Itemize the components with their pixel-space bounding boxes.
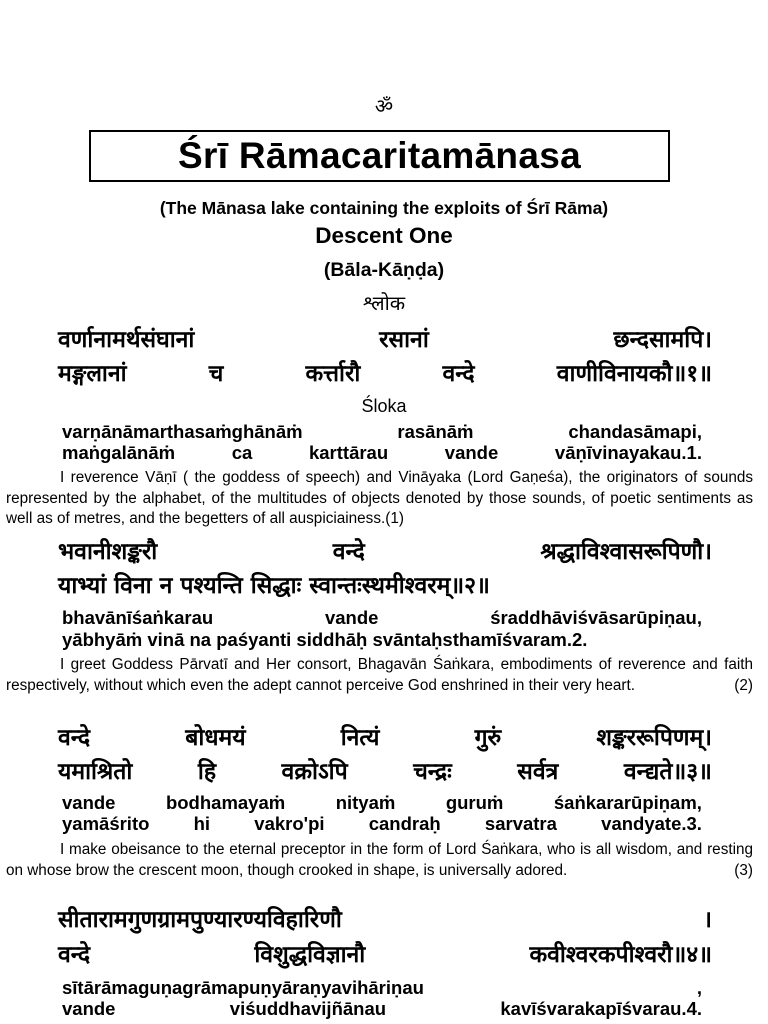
word: maṅgalānāṁ [62, 442, 176, 463]
word: । [703, 907, 712, 933]
verse3-devanagari-line1 [58, 720, 712, 756]
word: yamāśrito [62, 813, 150, 834]
word: रसानां [379, 327, 429, 353]
verse4-devanagari-line1 [58, 902, 712, 938]
sloka-heading-latin: Śloka [361, 396, 407, 416]
verse2-transliteration-line1 [62, 607, 702, 629]
word: bodhamayaṁ [165, 792, 286, 813]
kanda-heading: (Bāla-Kāṇḍa) [323, 259, 445, 281]
word: छन्दसामपि। [613, 327, 712, 353]
word: कर्त्तारौ [305, 361, 361, 387]
word: याभ्यां विना न पश्यन्ति सिद्धाः स्वान्तःस्थमीश्वरम्॥२॥ [58, 573, 490, 599]
word: वन्दे [442, 361, 475, 387]
word: vande [62, 998, 116, 1019]
verse3-transliteration-line2 [62, 813, 702, 835]
word: वन्दे [332, 539, 365, 565]
translation-text: I make obeisance to the eternal preceptor in the form of Lord Śaṅkara, who is all wisdom, and resting on whose brow the crescent moon, though crooked in shape, is universally adored. [6, 841, 753, 879]
word: वर्णानामर्थसंघानां [58, 327, 195, 353]
verse2-transliteration-line2 [62, 629, 702, 651]
word: हि [197, 759, 217, 785]
verse-number: (2) [734, 676, 753, 694]
translation-text: I reverence Vāṇī ( the goddess of speech) and Vināyaka (Lord Gaṇeśa), the originators of sounds represented by the alphabet, of the multitudes of objects denoted by those sounds, of poetic sentiments as well as of metres, and the begetters of all auspiciainess. [6, 469, 753, 527]
word: sītārāmaguṇagrāmapuṇyāraṇyavihāriṇau [62, 977, 424, 998]
word: chandasāmapi, [568, 421, 702, 442]
word: vāṇīvinayakau.1. [554, 442, 702, 463]
word: vande [444, 442, 499, 463]
word: कवीश्वरकपीश्वरौ॥४॥ [529, 942, 712, 968]
word: rasānāṁ [397, 421, 474, 442]
word: मङ्गलानां [58, 361, 127, 387]
title-box [89, 130, 670, 182]
shloka-heading-devanagari: श्लोक [362, 291, 406, 315]
word: नित्यं [340, 725, 380, 751]
word: kavīśvarakapīśvarau.4. [500, 998, 702, 1019]
word: वाणीविनायकौ॥१॥ [556, 361, 712, 387]
descent-heading: Descent One [315, 223, 453, 248]
word: sarvatra [484, 813, 557, 834]
word: सर्वत्र [517, 759, 559, 785]
word: वन्दे [58, 942, 91, 968]
word: यमाश्रितो [58, 759, 133, 785]
verse4-devanagari-line2 [58, 937, 712, 973]
verse1-transliteration-line2 [62, 442, 702, 464]
word: वन्दे [58, 725, 91, 751]
word: viśuddhavijñānau [229, 998, 387, 1019]
word: guruṁ [445, 792, 504, 813]
verse2-devanagari-line2 [58, 568, 712, 604]
verse-number: (3) [734, 861, 753, 879]
word: hi [193, 813, 211, 834]
word: śraddhāviśvāsarūpiṇau, [490, 607, 702, 628]
verse2-devanagari-line1 [58, 534, 712, 570]
word: शङ्कररूपिणम्। [596, 725, 712, 751]
verse3-transliteration-line1 [62, 792, 702, 814]
word: candraḥ [368, 813, 441, 834]
verse2-translation [6, 655, 753, 696]
om-symbol: ॐ [374, 94, 394, 118]
word: बोधमयं [185, 725, 246, 751]
word: चन्द्रः [413, 759, 452, 785]
page-title: Śrī Rāmacaritamānasa [178, 135, 581, 176]
subtitle: (The Mānasa lake containing the exploits of Śrī Rāma) [159, 198, 609, 218]
word: vande [62, 792, 116, 813]
word: vandyate.3. [601, 813, 702, 834]
word: vande [324, 607, 379, 628]
verse1-devanagari-line2 [58, 356, 712, 392]
verse4-transliteration-line2 [62, 998, 702, 1020]
word: श्रद्धाविश्वासरूपिणौ। [540, 539, 712, 565]
word: वक्रोऽपि [281, 759, 348, 785]
verse1-devanagari-line1 [58, 322, 712, 358]
word: bhavānīśaṅkarau [62, 607, 214, 628]
word: च [208, 361, 224, 387]
word: varṇānāmarthasaṁghānāṁ [62, 421, 303, 442]
word: वन्द्यते॥३॥ [623, 759, 712, 785]
word: nityaṁ [335, 792, 396, 813]
verse1-translation [6, 468, 753, 530]
word: विशुद्धविज्ञानौ [254, 942, 366, 968]
verse-number: (1) [385, 510, 404, 527]
verse3-translation [6, 840, 753, 881]
word: भवानीशङ्करौ [58, 539, 158, 565]
translation-text: I greet Goddess Pārvatī and Her consort, Bhagavān Śaṅkara, embodiments of reverence and faith respectively, without which even the adept cannot perceive God enshrined in their very heart. [6, 656, 753, 694]
word: , [696, 977, 702, 998]
word: ca [231, 442, 253, 463]
word: गुरुं [474, 725, 502, 751]
verse3-devanagari-line2 [58, 754, 712, 790]
word: vakro'pi [254, 813, 325, 834]
verse4-transliteration-line1 [62, 977, 702, 999]
word: yābhyāṁ vinā na paśyanti siddhāḥ svāntaḥsthamīśvaram.2. [62, 629, 588, 650]
word: karttārau [308, 442, 389, 463]
word: सीतारामगुणग्रामपुण्यारण्यविहारिणौ [58, 907, 342, 933]
verse1-transliteration-line1 [62, 421, 702, 443]
word: śaṅkararūpiṇam, [553, 792, 702, 813]
